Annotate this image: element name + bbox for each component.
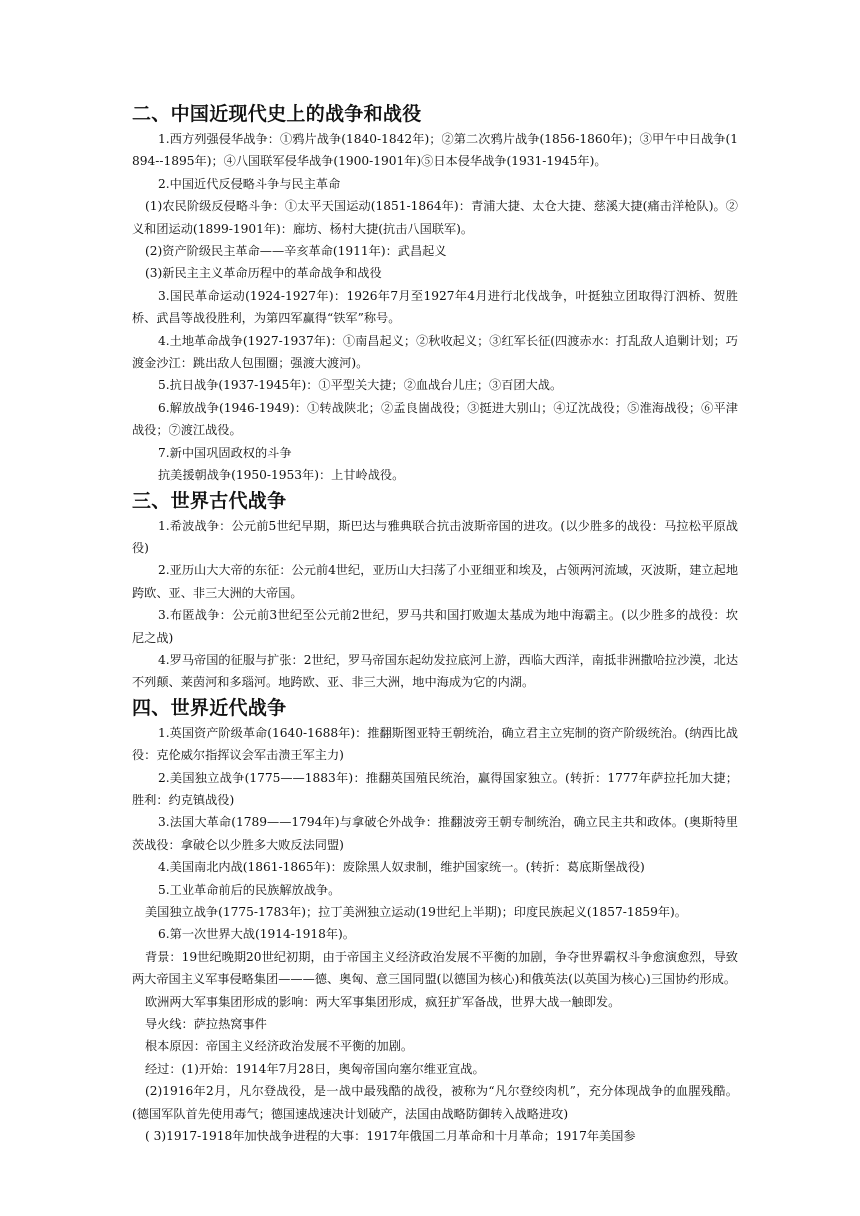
paragraph: 背景：19世纪晚期20世纪初期，由于帝国主义经济政治发展不平衡的加剧，争夺世界霸权斗争愈演愈烈，导致两大帝国主义军事侵略集团———德、奥匈、意三国同盟(以德国为核心)和俄英法(以英国为核心)三国协约形成。 <box>132 949 738 987</box>
section-heading: 四、世界近代战争 <box>132 696 287 719</box>
paragraph: 3.布匿战争：公元前3世纪至公元前2世纪，罗马共和国打败迦太基成为地中海霸主。(以少胜多的战役：坎尼之战) <box>132 608 738 645</box>
paragraph: (1)农民阶级反侵略斗争：①太平天国运动(1851-1864年)：青浦大捷、太仓大捷、慈溪大捷(痛击洋枪队)。②义和团运动(1899-1901年)：廊坊、杨村大捷(抗击八国联军)。 <box>132 199 738 236</box>
paragraph: (3)新民主主义革命历程中的革命战争和战役 <box>145 266 382 281</box>
paragraph: 2.中国近代反侵略斗争与民主革命 <box>158 176 341 191</box>
paragraph: 5.工业革命前后的民族解放战争。 <box>158 882 341 897</box>
paragraph: 欧洲两大军事集团形成的影响：两大军事集团形成，疯狂扩军备战，世界大战一触即发。 <box>145 994 621 1009</box>
paragraph: 美国独立战争(1775-1783年)；拉丁美洲独立运动(19世纪上半期)；印度民族起义(1857-1859年)。 <box>145 905 687 919</box>
paragraph: (2)1916年2月，凡尔登战役，是一战中最残酷的战役，被称为“凡尔登绞肉机”，充分体现战争的血腥残酷。(德国军队首先使用毒气；德国速战速决计划破产，法国由战略防御转入战略进攻) <box>132 1084 738 1121</box>
paragraph: 抗美援朝战争(1950-1953年)：上甘岭战役。 <box>158 468 405 483</box>
paragraph: 4.罗马帝国的征服与扩张：2世纪，罗马帝国东起幼发拉底河上游，西临大西洋，南抵非洲撒哈拉沙漠，北达不列颠、莱茵河和多瑙河。地跨欧、亚、非三大洲，地中海成为它的内湖。 <box>132 652 739 690</box>
paragraph: 1.希波战争：公元前5世纪早期，斯巴达与雅典联合抗击波斯帝国的进攻。(以少胜多的战役：马拉松平原战役) <box>132 518 738 555</box>
paragraph: 3.国民革命运动(1924-1927年)：1926年7月至1927年4月进行北伐战争，叶挺独立团取得汀泗桥、贺胜桥、武昌等战役胜利，为第四军赢得“铁军”称号。 <box>132 288 738 326</box>
paragraph: 经过：(1)开始：1914年7月28日，奥匈帝国向塞尔维亚宣战。 <box>145 1061 485 1076</box>
paragraph: 1.西方列强侵华战争：①鸦片战争(1840-1842年)；②第二次鸦片战争(1856-1860年)；③甲午中日战争(1894--1895年)；④八国联军侵华战争(1900-1901年)⑤日本侵华战争(1931-1945年)。 <box>132 132 738 169</box>
document-body <box>132 100 738 1147</box>
paragraph: 6.第一次世界大战(1914-1918年)。 <box>158 927 355 942</box>
paragraph: 6.解放战争(1946-1949)：①转战陕北；②孟良崮战役；③挺进大别山；④辽沈战役；⑤淮海战役；⑥平津战役；⑦渡江战役。 <box>132 400 738 438</box>
paragraph: 2.美国独立战争(1775——1883年)：推翻英国殖民统治，赢得国家独立。(转折：1777年萨拉托加大捷；胜利：约克镇战役) <box>132 770 738 807</box>
paragraph: 4.土地革命战争(1927-1937年)：①南昌起义；②秋收起义；③红军长征(四渡赤水：打乱敌人追剿计划；巧渡金沙江：跳出敌人包围圈；强渡大渡河)。 <box>132 333 738 371</box>
section-heading: 二、中国近现代史上的战争和战役 <box>132 103 422 125</box>
paragraph: 4.美国南北内战(1861-1865年)：废除黑人奴隶制，维护国家统一。(转折：葛底斯堡战役) <box>158 860 645 875</box>
paragraph: 5.抗日战争(1937-1945年)：①平型关大捷；②血战台儿庄；③百团大战。 <box>158 378 563 393</box>
paragraph: 根本原因：帝国主义经济政治发展不平衡的加剧。 <box>145 1039 414 1054</box>
paragraph: (2)资产阶级民主革命——辛亥革命(1911年)：武昌起义 <box>145 244 447 259</box>
section-heading: 三、世界古代战争 <box>132 489 287 512</box>
paragraph: 7.新中国巩固政权的斗争 <box>158 445 292 460</box>
paragraph: ( 3)1917-1918年加快战争进程的大事：1917年俄国二月革命和十月革命；1917年美国参 <box>145 1129 636 1144</box>
paragraph: 导火线：萨拉热窝事件 <box>145 1017 267 1032</box>
paragraph: 1.英国资产阶级革命(1640-1688年)：推翻斯图亚特王朝统治，确立君主立宪制的资产阶级统治。(纳西比战役：克伦威尔指挥议会军击溃王军主力) <box>132 725 738 763</box>
paragraph: 2.亚历山大大帝的东征：公元前4世纪，亚历山大扫荡了小亚细亚和埃及，占领两河流域，灭波斯，建立起地跨欧、亚、非三大洲的大帝国。 <box>132 563 739 600</box>
paragraph: 3.法国大革命(1789——1794年)与拿破仑外战争：推翻波旁王朝专制统治，确立民主共和政体。(奥斯特里茨战役：拿破仑以少胜多大败反法同盟) <box>132 815 738 852</box>
